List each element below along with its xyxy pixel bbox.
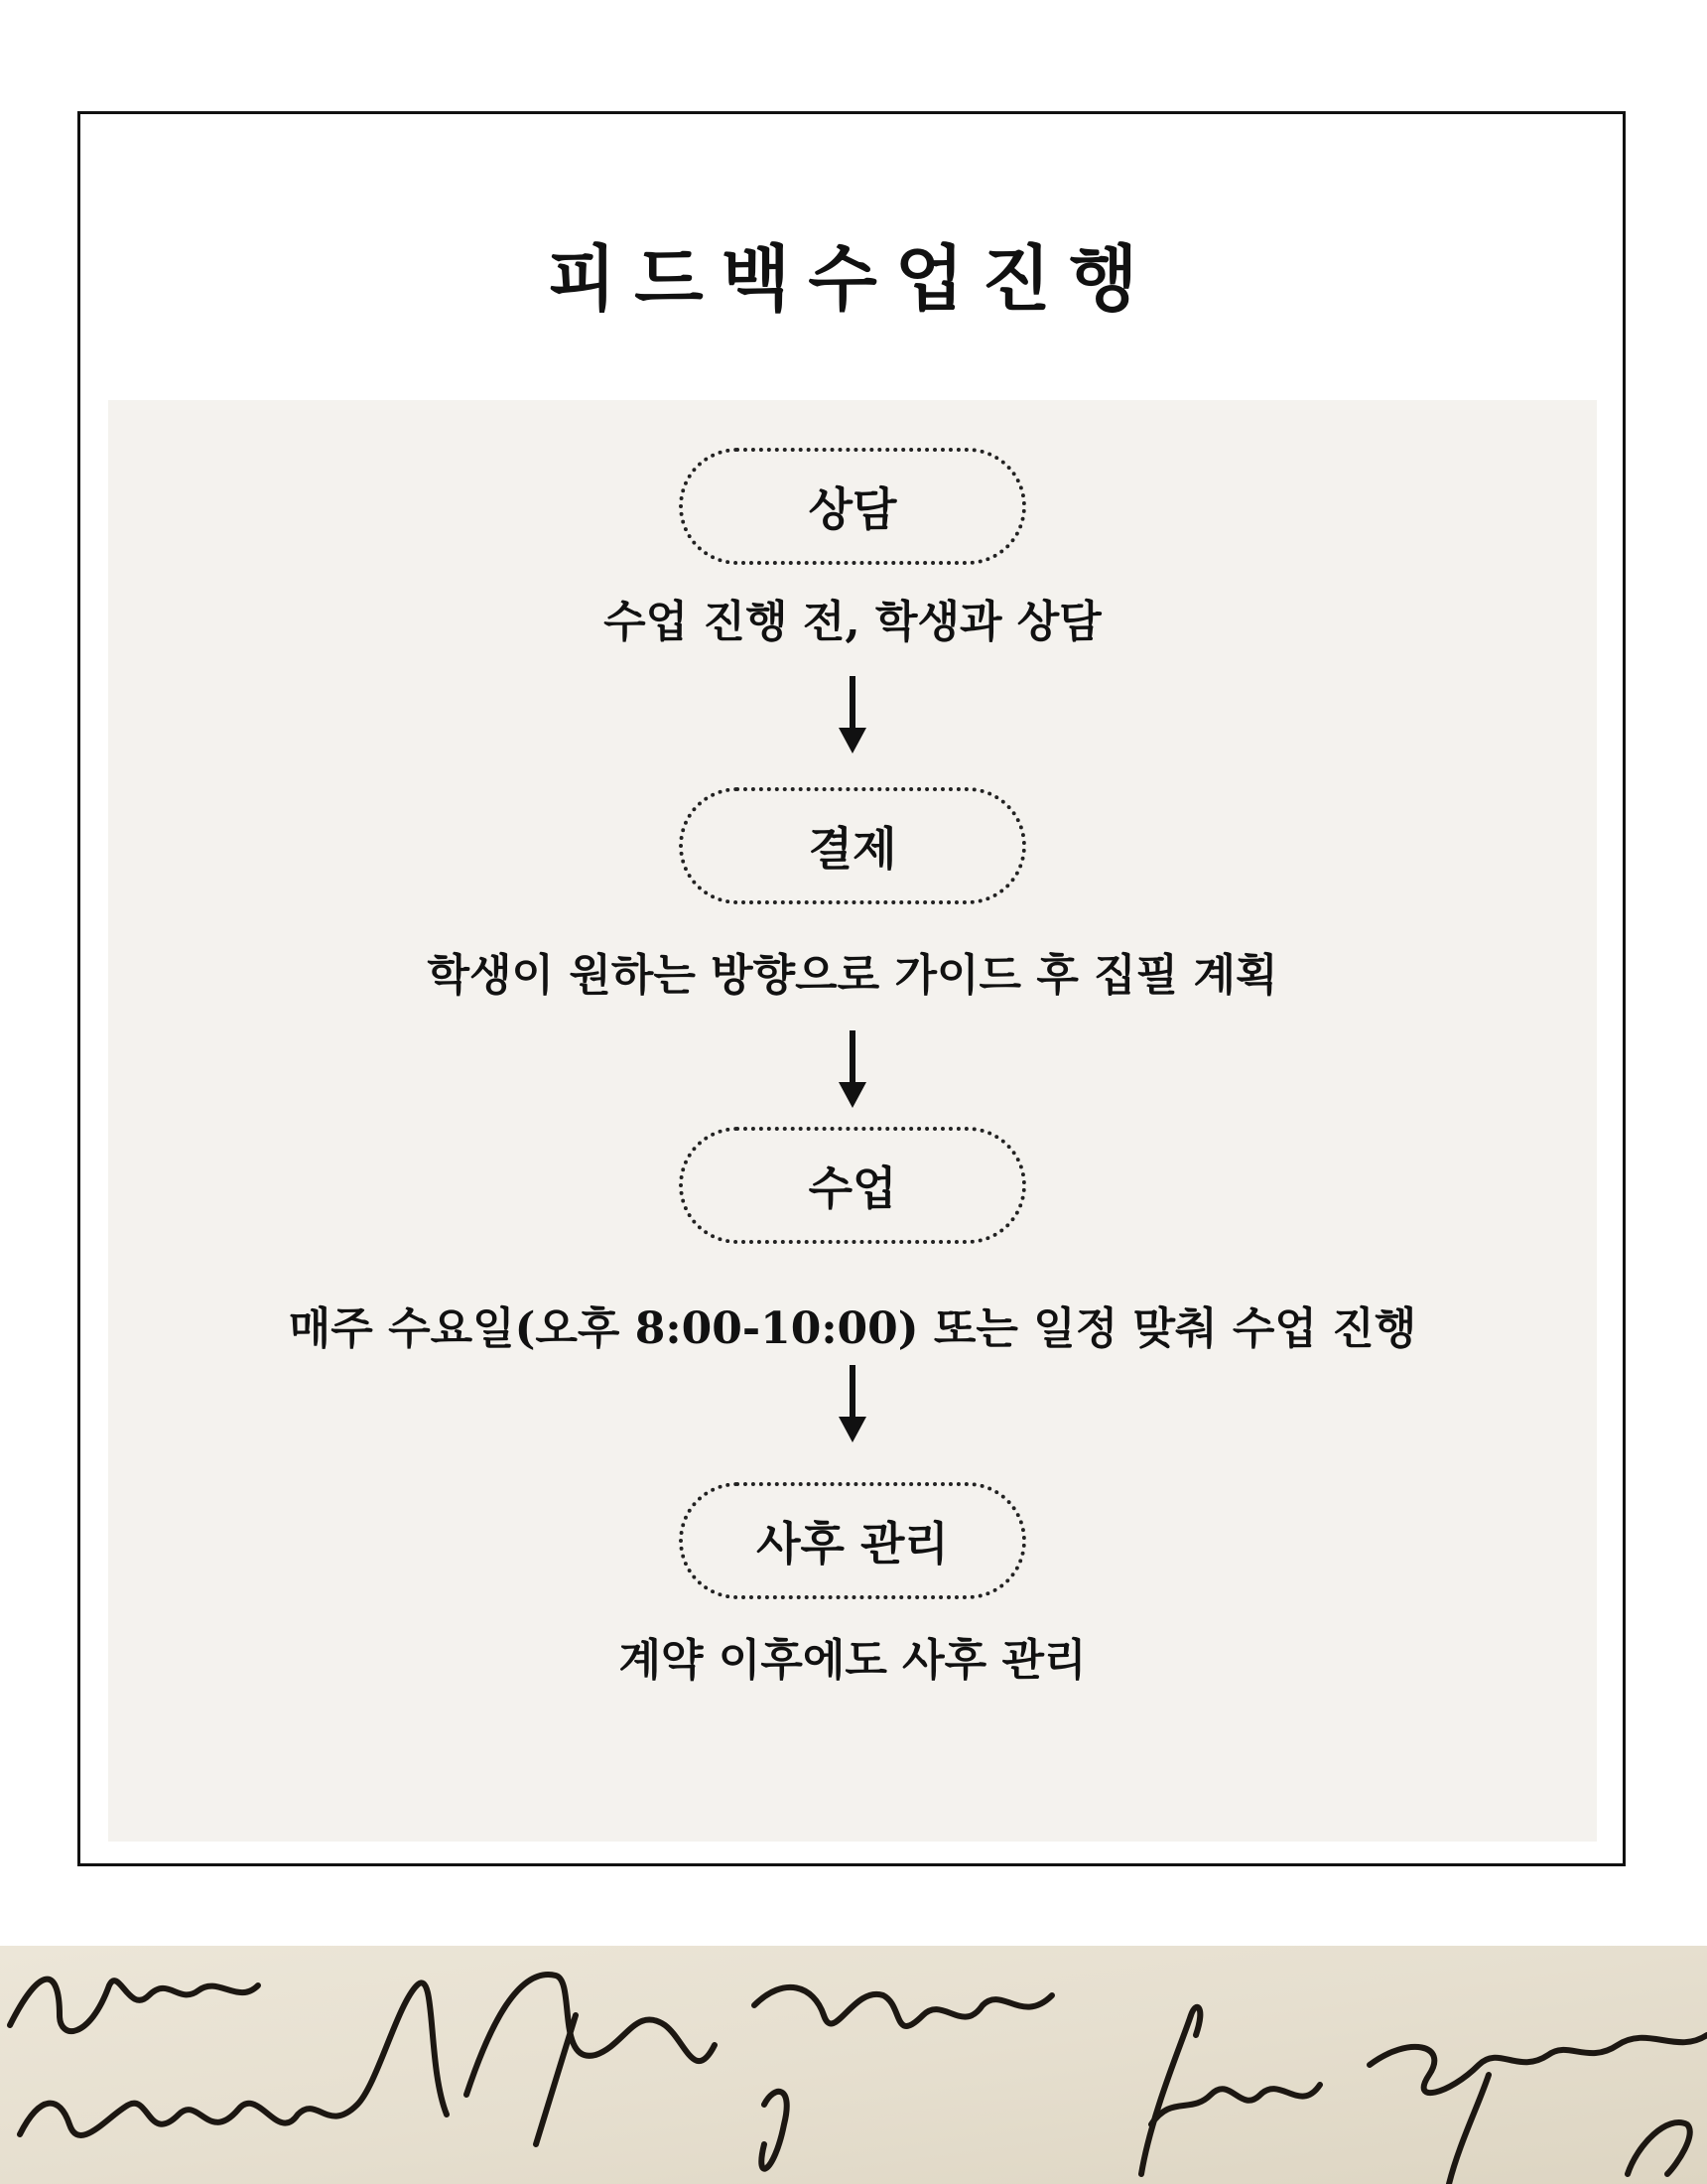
flow-panel (108, 400, 1597, 1842)
process-card (77, 111, 1626, 1866)
step-payment (679, 787, 1026, 904)
arrow-down-icon (838, 1365, 867, 1444)
step-description: 수업 진행 전, 학생과 상담 (603, 597, 1102, 647)
arrow-down-icon (838, 1030, 867, 1110)
step-label: 사후 관리 (756, 1517, 949, 1570)
step-class (679, 1127, 1026, 1244)
step-label: 결제 (808, 822, 897, 876)
arrow-down-icon (838, 676, 867, 755)
step-label: 상담 (808, 482, 897, 536)
step-consultation (679, 448, 1026, 565)
step-description: 매주 수요일(오후 8:00-10:00) 또는 일정 맞춰 수업 진행 (288, 1303, 1417, 1354)
step-aftercare (679, 1482, 1026, 1599)
step-description: 계약 이후에도 사후 관리 (618, 1635, 1087, 1686)
step-label: 수업 (808, 1161, 897, 1215)
step-description: 학생이 원하는 방향으로 가이드 후 집필 계획 (427, 950, 1278, 1001)
page-title: 피드백수업진행 (547, 236, 1156, 321)
handwriting-image (0, 1946, 1707, 2184)
